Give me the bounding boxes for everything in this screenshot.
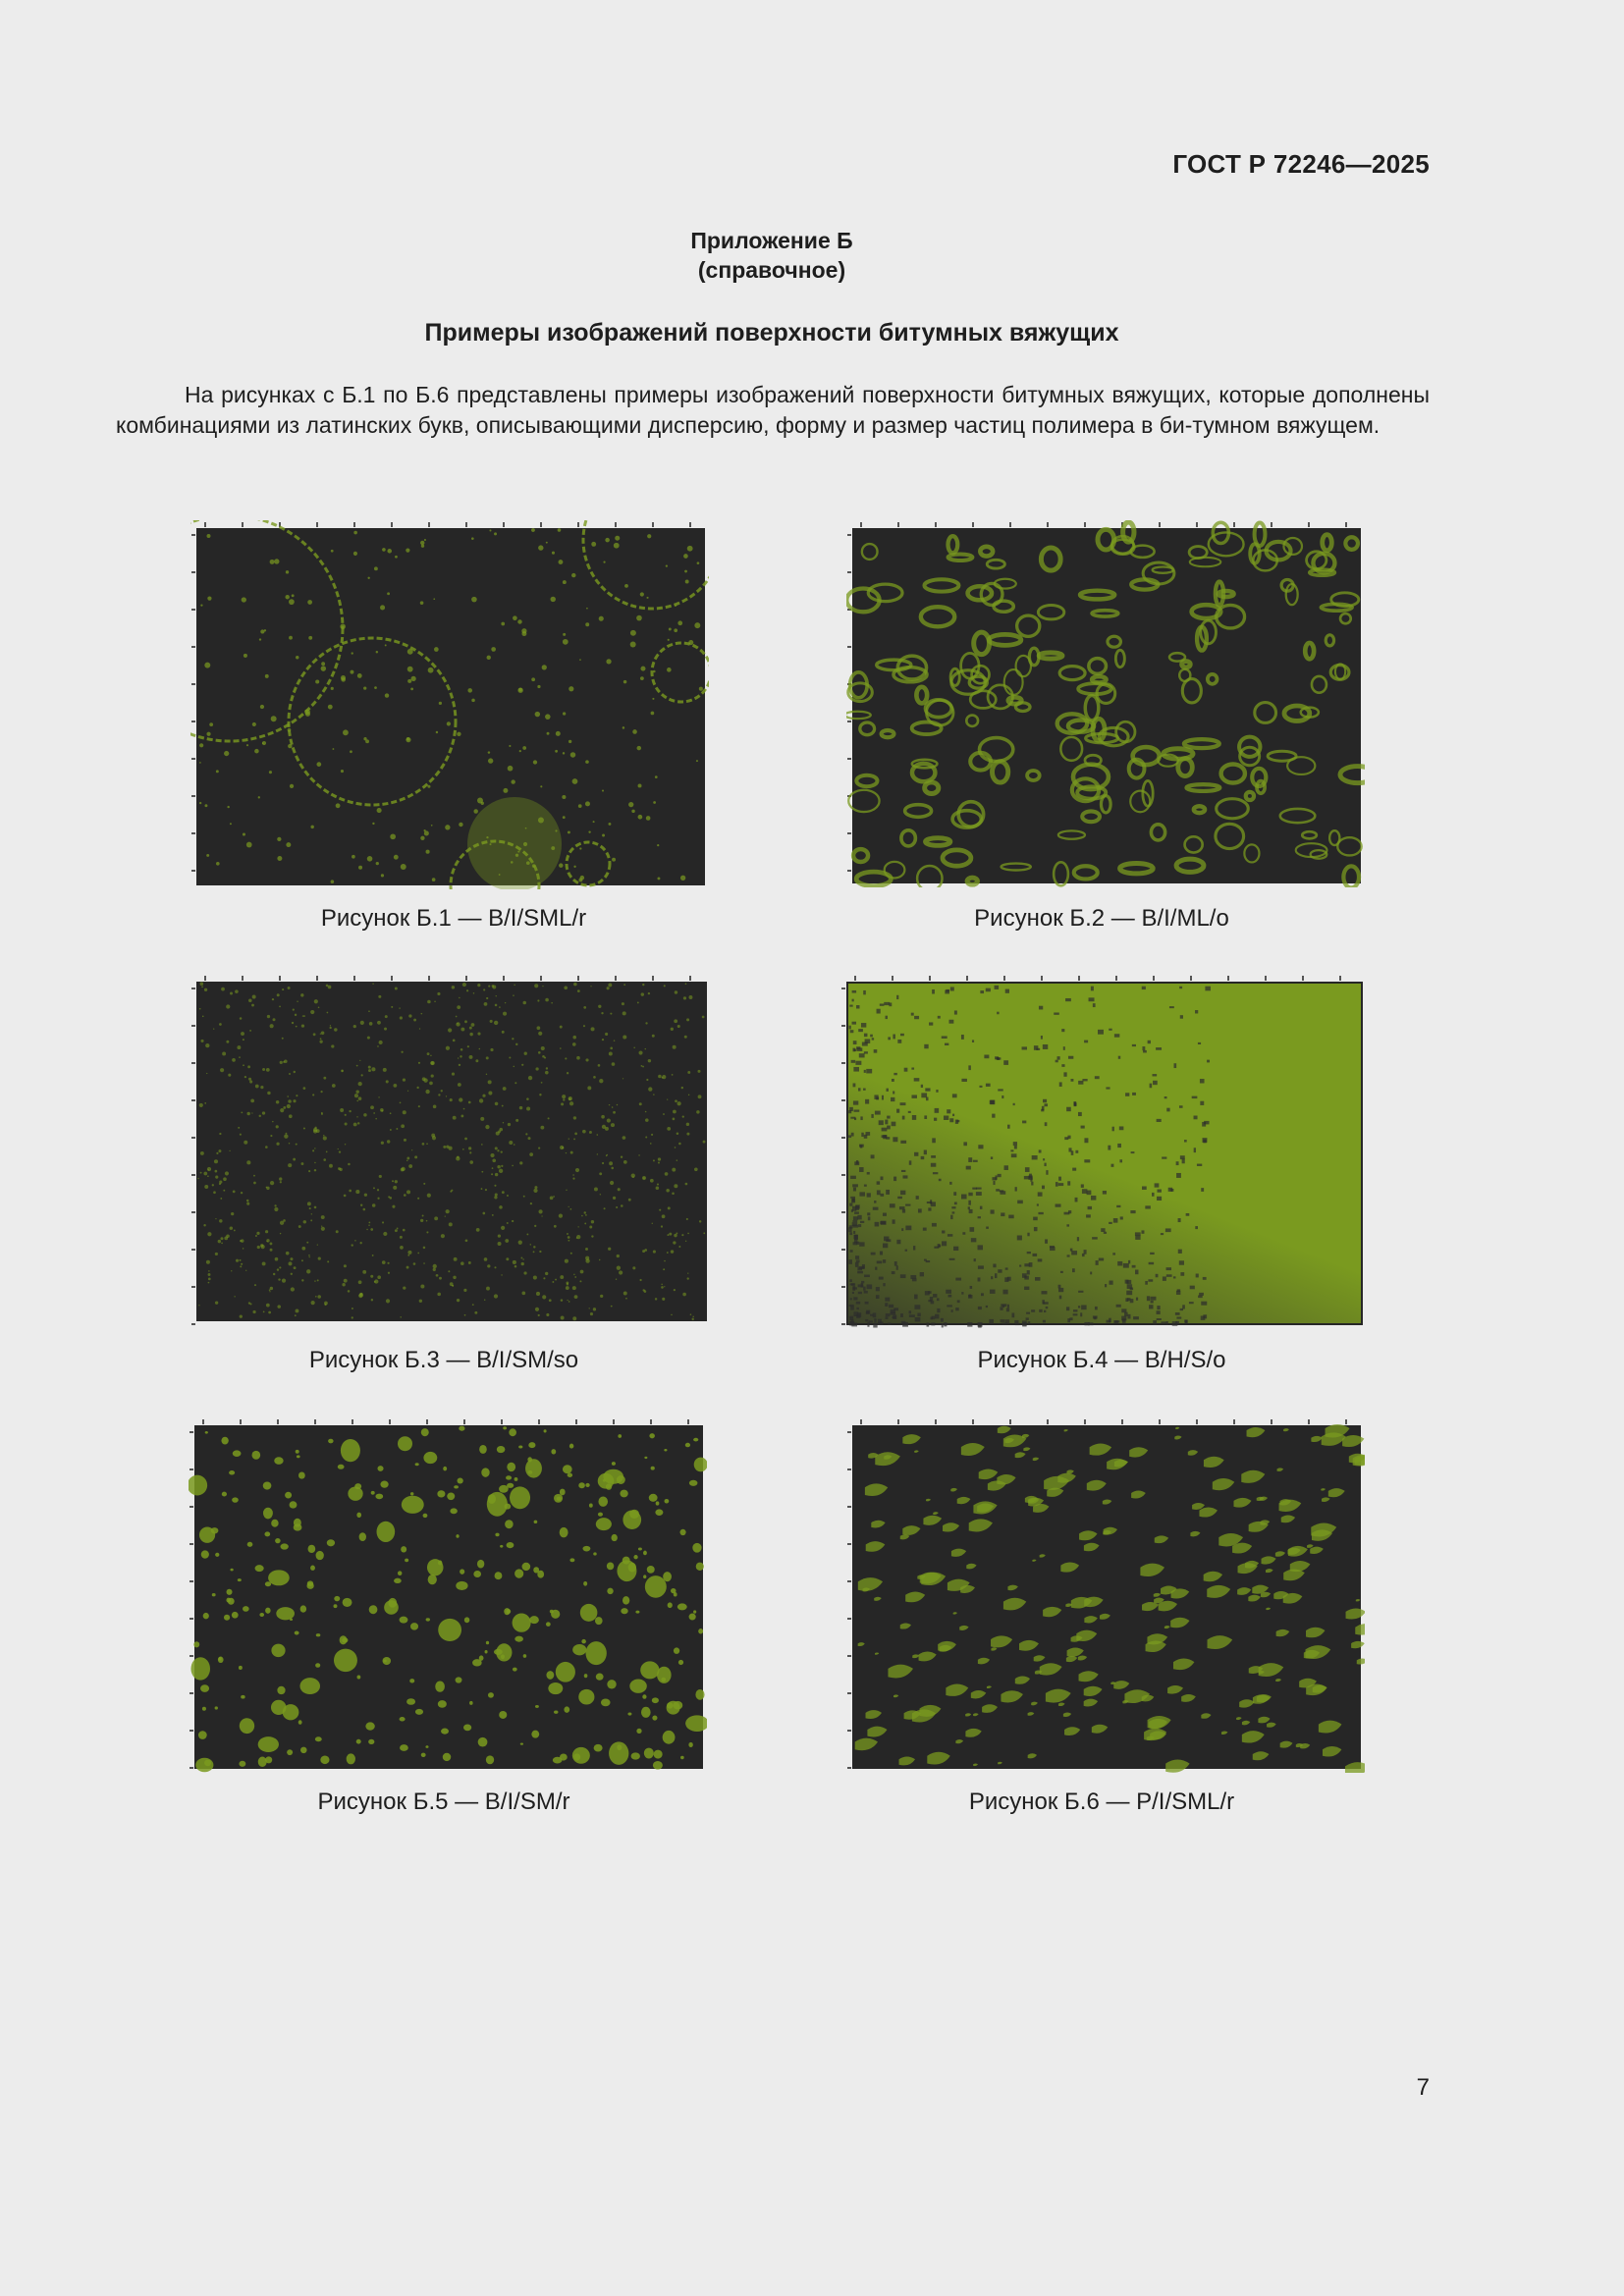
figure-b6-caption: Рисунок Б.6 — P/I/SML/r bbox=[968, 1789, 1235, 1815]
figure-b5-image bbox=[189, 1417, 707, 1773]
figure-b4-image bbox=[840, 974, 1367, 1329]
microscopy-texture bbox=[847, 1419, 1365, 1773]
figure-b1-image bbox=[190, 520, 709, 889]
standard-code: ГОСТ Р 72246—2025 bbox=[1172, 149, 1430, 179]
appendix-title: Приложение Б bbox=[690, 228, 853, 253]
section-title: Примеры изображений поверхности битумных вяжущих bbox=[424, 319, 1119, 347]
figure-b4-caption: Рисунок Б.4 — B/H/S/o bbox=[977, 1347, 1226, 1373]
microscopy-texture bbox=[841, 976, 1363, 1328]
figure-b5-caption: Рисунок Б.5 — B/I/SM/r bbox=[317, 1789, 570, 1815]
figure-b2-caption: Рисунок Б.2 — B/I/ML/o bbox=[974, 905, 1229, 932]
microscopy-texture bbox=[189, 1419, 707, 1772]
microscopy-texture bbox=[190, 520, 709, 889]
figure-b2-image bbox=[846, 520, 1365, 887]
page-number: 7 bbox=[1416, 2074, 1430, 2101]
appendix-note: (справочное) bbox=[697, 257, 846, 283]
figure-b3-image bbox=[190, 974, 711, 1325]
microscopy-texture bbox=[191, 976, 707, 1325]
figure-b6-image bbox=[846, 1417, 1365, 1773]
figure-b1-caption: Рисунок Б.1 — B/I/SML/r bbox=[320, 905, 587, 932]
figure-b3-caption: Рисунок Б.3 — B/I/SM/so bbox=[308, 1347, 579, 1373]
microscopy-texture bbox=[846, 522, 1365, 887]
intro-paragraph: На рисунках с Б.1 по Б.6 представлены примеры изображений поверхности битумных вяжущих, которые дополнены комбинациями из латинских букв, описывающими дисперсию, форму и размер частиц полимера в би-тумном вяжущем. bbox=[116, 382, 1430, 438]
